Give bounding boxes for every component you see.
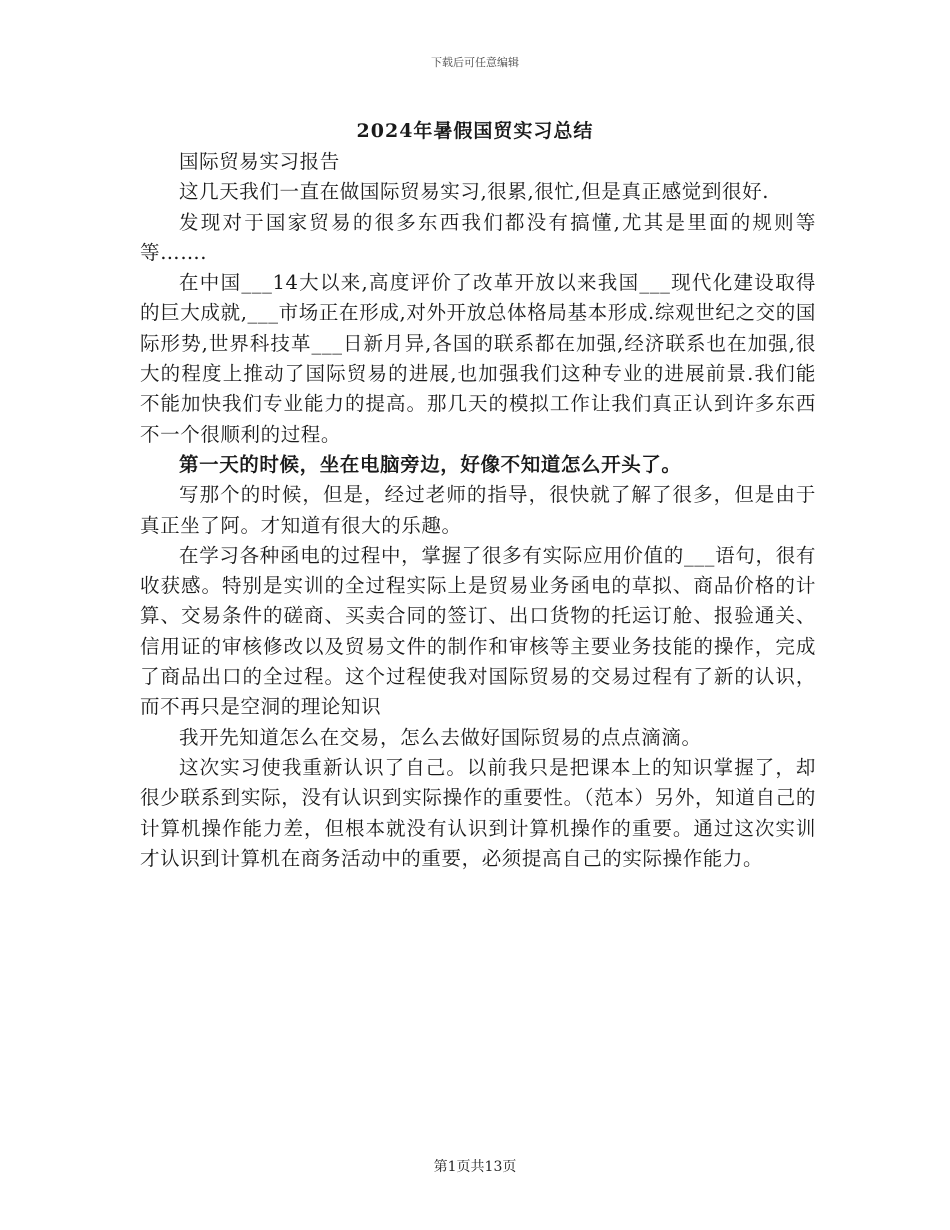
page-number-footer: 第1页共13页 — [433, 1159, 517, 1175]
paragraph: 这几天我们一直在做国际贸易实习,很累,很忙,但是真正感觉到很好. — [179, 180, 769, 204]
paragraph-subtitle: 国际贸易实习报告 — [179, 150, 340, 173]
paragraph: 我开先知道怎么在交易，怎么去做好国际贸易的点点滴滴。 — [179, 725, 702, 749]
paragraph-bold: 第一天的时候，坐在电脑旁边，好像不知道怎么开头了。 — [179, 452, 682, 476]
document-body — [140, 147, 816, 874]
document-title: 2024年暑假国贸实习总结 — [356, 120, 594, 142]
paragraph: 这次实习使我重新认识了自己。以前我只是把课本上的知识掌握了，却很少联系到实际，没有认识到实际操作的重要性。（范本）另外，知道自己的计算机操作能力差，但根本就没有认识到计算机操作的重要。通过这次实训才认识到计算机在商务活动中的重要，必须提高自己的实际操作能力。 — [140, 755, 816, 870]
paragraph: 写那个的时候，但是，经过老师的指导，很快就了解了很多，但是由于真正坐了阿。才知道有很大的乐趣。 — [140, 483, 816, 537]
paragraph: 在中国___14大以来,高度评价了改革开放以来我国___现代化建设取得的巨大成就,___市场正在形成,对外开放总体格局基本形成.综观世纪之交的国际形势,世界科技革___日新月异,各国的联系都在加强,经济联系也在加强,很大的程度上推动了国际贸易的进展,也加强我们这种专业的进展前景.我们能不能加快我们专业能力的提高。那几天的模拟工作让我们真正认到许多东西不一个很顺利的过程。 — [140, 271, 816, 446]
paragraph: 发现对于国家贸易的很多东西我们都没有搞懂,尤其是里面的规则等等……. — [140, 210, 816, 264]
paragraph: 在学习各种函电的过程中，掌握了很多有实际应用价值的___语句，很有收获感。特别是实训的全过程实际上是贸易业务函电的草拟、商品价格的计算、交易条件的磋商、买卖合同的签订、出口货物的托运订舱、报验通关、信用证的审核修改以及贸易文件的制作和审核等主要业务技能的操作，完成了商品出口的全过程。这个过程使我对国际贸易的交易过程有了新的认识，而不再只是空洞的理论知识 — [140, 543, 816, 719]
header-note: 下载后可任意编辑 — [431, 56, 519, 69]
